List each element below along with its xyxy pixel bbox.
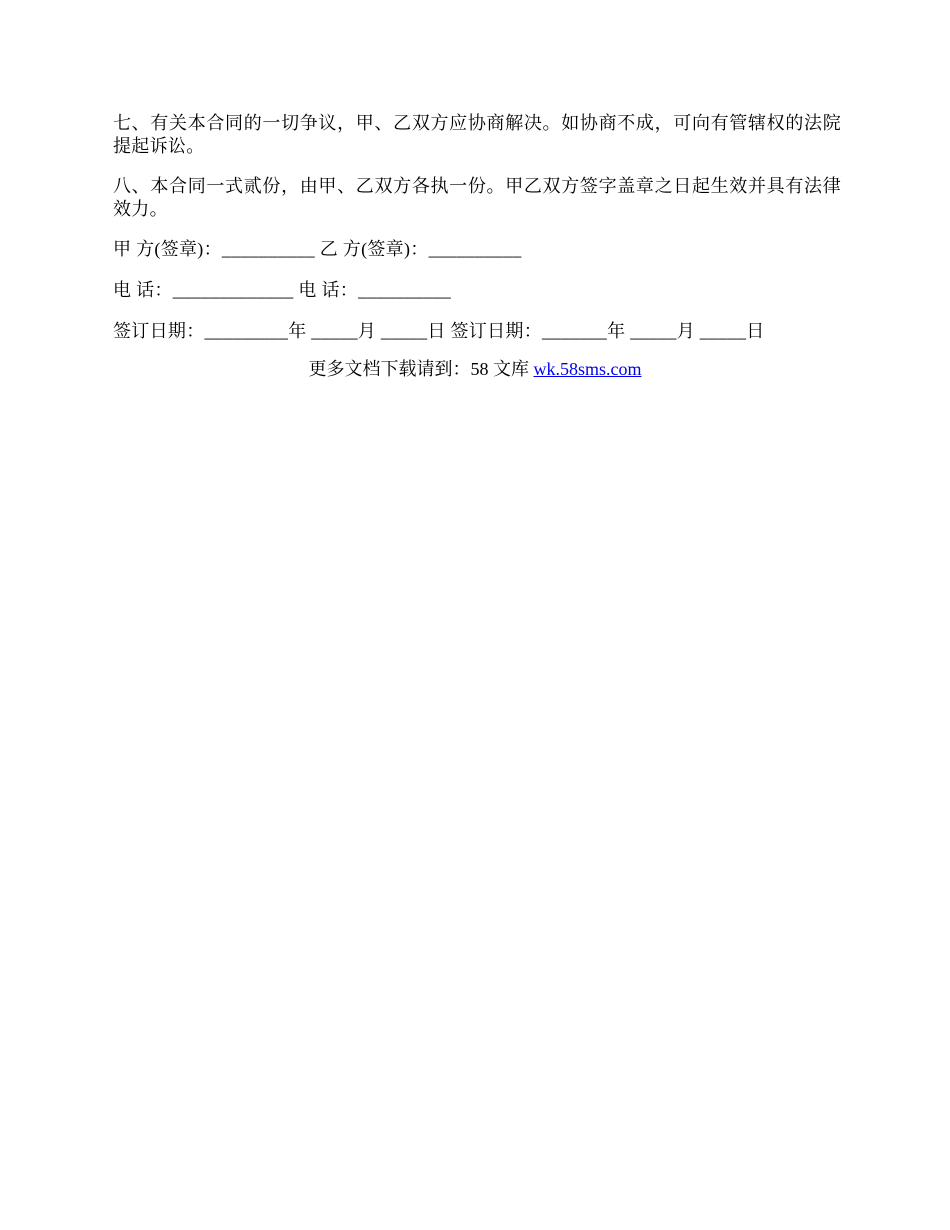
date-line: 签订日期：_________年 _____月 _____日 签订日期：_______年 _____月 _____日 xyxy=(113,321,765,341)
clause-seven: 七、有关本合同的一切争议，甲、乙双方应协商解决。如协商不成，可向有管辖权的法院提起诉讼。 xyxy=(113,113,841,156)
footer xyxy=(0,358,950,381)
signature-line: 甲 方(签章)：__________ 乙 方(签章)：__________ xyxy=(113,239,522,259)
document-body xyxy=(113,112,841,361)
footer-link[interactable]: wk.58sms.com xyxy=(533,359,642,379)
footer-prefix: 更多文档下载请到：58 文库 xyxy=(308,359,534,379)
phone-line: 电 话：_____________ 电 话：__________ xyxy=(113,280,452,300)
clause-eight: 八、本合同一式贰份，由甲、乙双方各执一份。甲乙双方签字盖章之日起生效并具有法律效力。 xyxy=(113,176,841,219)
